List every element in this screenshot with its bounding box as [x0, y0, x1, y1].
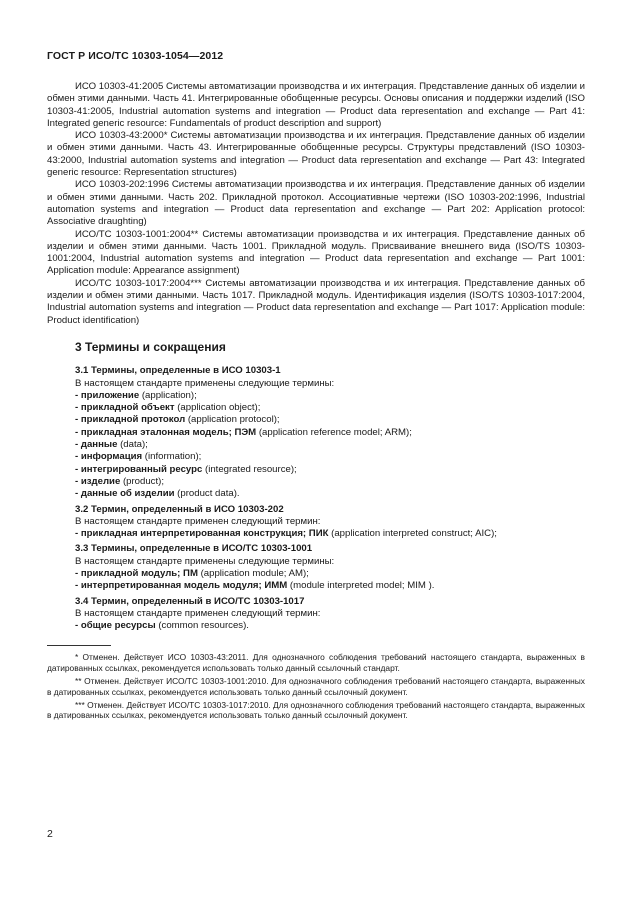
term-name: - прикладной объект	[75, 402, 175, 414]
document-body	[47, 81, 585, 723]
term-gloss: (common resources).	[155, 620, 249, 632]
footnote: *** Отменен. Действует ИСО/ТС 10303-1017:2010. Для однозначного соблюдения требований настоящего стандарта, выраженных в датированных ссылках, рекомендуется использовать только данный ссылочный документ.	[47, 699, 585, 721]
term-gloss: (application reference model; ARM);	[256, 426, 412, 438]
term-gloss: (application module; AM);	[197, 567, 309, 579]
term-gloss: (application protocol);	[185, 414, 280, 426]
term-name: - прикладная интерпретированная конструкция; ПИК	[75, 528, 329, 540]
term-name: - прикладная эталонная модель; ПЭМ	[75, 426, 257, 438]
term-gloss: (module interpreted model; MIM ).	[287, 580, 435, 592]
subsection-heading: 3.1 Термины, определенные в ИСО 10303-1	[75, 365, 281, 377]
reference-item: ИСО 10303-202:1996 Системы автоматизации производства и их интеграция. Представление данных об изделии и обмен этими данными. Часть 202. Прикладной протокол. Ассоциативные чертежи (ISO 10303-202:1996, Industrial automation systems and integration — Product data representation and exchange — Part 202: Application protocol: Associative draughting)	[47, 179, 585, 228]
term-gloss: (application interpreted construct; AIC);	[328, 528, 497, 540]
reference-item: ИСО 10303-43:2000* Системы автоматизации производства и их интеграция. Представление данных об изделии и обмен этими данными. Часть 43. Интегрированные обобщенные ресурсы. Структуры представлений (ISO 10303-43:2000, Industrial automation systems and integration — Product data representation and exchange — Part 43: Integrated generic resource: Representation structures)	[47, 130, 585, 179]
term-item	[47, 476, 585, 488]
reference-item: ИСО 10303-41:2005 Системы автоматизации производства и их интеграция. Представление данных об изделии и обмен этими данными. Часть 41. Интегрированные обобщенные ресурсы. Основы описания и поддержки изделий (ISO 10303-41:2005, Industrial automation systems and integration — Product data representation and exchange — Part 41: Integrated generic resource: Fundamentals of product description and support)	[47, 81, 585, 129]
term-name: - изделие	[75, 475, 121, 487]
term-gloss: (application object);	[174, 402, 261, 414]
subsection-intro: В настоящем стандарте применен следующий термин:	[75, 515, 321, 527]
term-gloss: (integrated resource);	[202, 463, 297, 475]
term-item	[47, 439, 585, 451]
term-name: - прикладной протокол	[75, 414, 186, 426]
subsection-heading: 3.3 Термины, определенные в ИСО/ТС 10303-1001	[75, 543, 313, 555]
term-item	[47, 402, 585, 414]
page-number: 2	[47, 828, 53, 840]
term-name: - интерпретированная модель модуля; ИММ	[75, 580, 288, 592]
term-gloss: (information);	[142, 451, 202, 463]
term-name: - данные	[75, 439, 118, 451]
term-name: - данные об изделии	[75, 488, 175, 500]
term-item	[47, 568, 585, 580]
term-item	[47, 464, 585, 476]
subsection-intro: В настоящем стандарте применен следующий термин:	[75, 607, 321, 619]
footnote-divider	[47, 645, 111, 646]
term-item	[47, 390, 585, 402]
term-item	[47, 451, 585, 463]
page-header: ГОСТ Р ИСО/ТС 10303-1054—2012	[47, 50, 224, 62]
term-item	[47, 414, 585, 426]
footnote: ** Отменен. Действует ИСО/ТС 10303-1001:2010. Для однозначного соблюдения требований настоящего стандарта, выраженных в датированных ссылках, рекомендуется использовать только данный ссылочный документ.	[47, 676, 585, 697]
term-gloss: (application);	[139, 389, 197, 401]
subsection-heading: 3.2 Термин, определенный в ИСО 10303-202	[75, 503, 284, 515]
section-title: 3 Термины и сокращения	[75, 339, 226, 354]
term-item	[47, 580, 585, 592]
term-name: - приложение	[75, 389, 140, 401]
term-gloss: (product);	[120, 475, 165, 487]
reference-item: ИСО/ТС 10303-1017:2004*** Системы автоматизации производства и их интеграция. Представление данных об изделии и обмен этими данными. Часть 1017. Прикладной модуль. Идентификация изделия (ISO/TS 10303-1017:2004, Industrial automation systems and integration — Product data representation and exchange — Part 1017: Application module: Product identification)	[47, 277, 585, 326]
subsection-intro: В настоящем стандарте применены следующие термины:	[75, 377, 335, 389]
reference-item: ИСО/ТС 10303-1001:2004** Системы автоматизации производства и их интеграция. Представление данных об изделии и обмен этими данными. Часть 1001. Прикладной модуль. Присваивание внешнего вида (ISO/TS 10303-1001:2004, Industrial automation systems and integration — Product data representation and exchange — Part 1001: Application module: Appearance assignment)	[47, 228, 585, 277]
subsection-intro: В настоящем стандарте применены следующие термины:	[75, 555, 335, 567]
term-name: - прикладной модуль; ПМ	[75, 567, 198, 579]
term-gloss: (data);	[117, 439, 148, 451]
term-name: - информация	[75, 451, 143, 463]
term-item	[47, 488, 585, 500]
term-gloss: (product data).	[174, 488, 240, 500]
subsection-heading: 3.4 Термин, определенный в ИСО/ТС 10303-1017	[75, 595, 305, 607]
term-item	[47, 427, 585, 439]
term-name: - общие ресурсы	[75, 620, 156, 632]
term-name: - интегрированный ресурс	[75, 463, 203, 475]
term-item	[47, 528, 585, 540]
footnote: * Отменен. Действует ИСО 10303-43:2011. Для однозначного соблюдения требований настоящего стандарта, выраженных в датированных ссылках, рекомендуется использовать только данный ссылочный стандарт.	[47, 652, 585, 674]
term-item	[47, 620, 585, 632]
